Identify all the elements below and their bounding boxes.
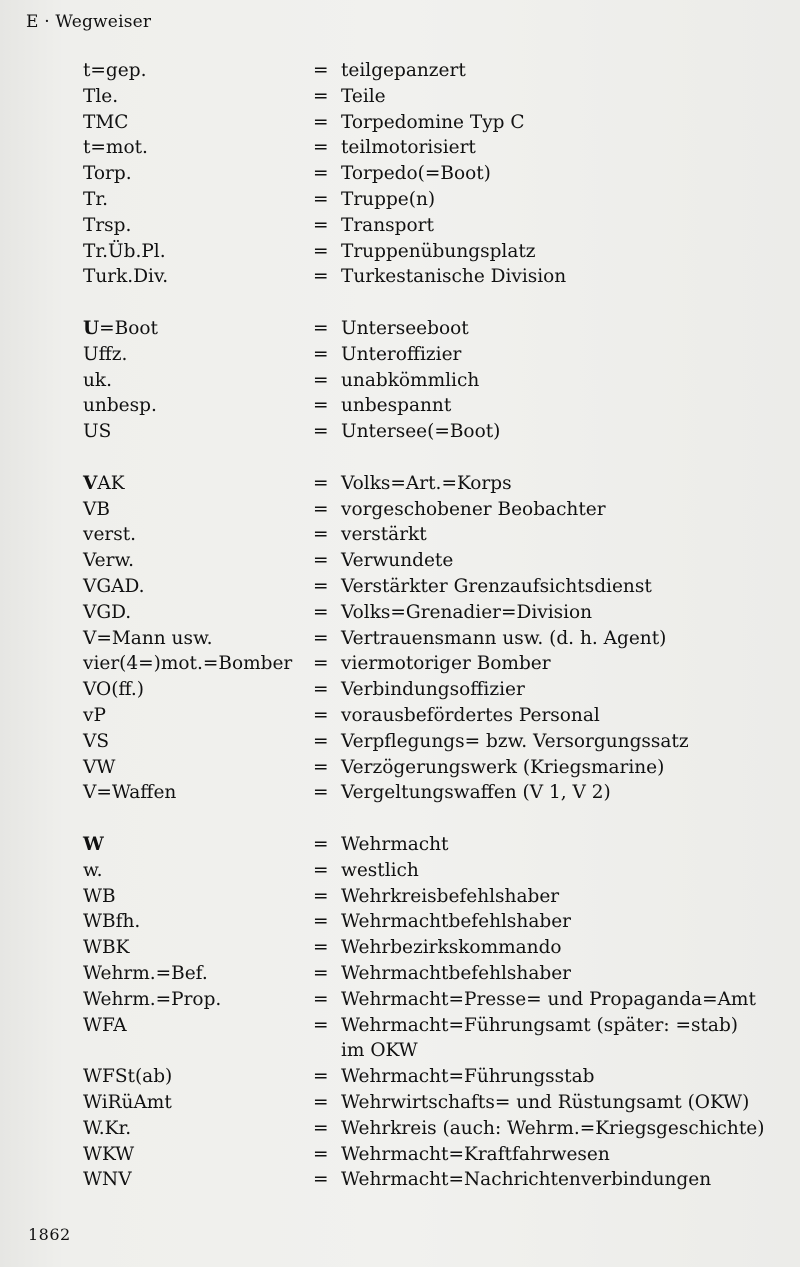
list-item [0, 342, 800, 368]
equals-sign: = [313, 343, 329, 365]
list-item [0, 703, 800, 729]
abbreviation-text: WB [83, 885, 116, 907]
list-item [0, 213, 800, 239]
abbreviation [83, 729, 109, 755]
definition: Untersee(=Boot) [341, 421, 501, 443]
definition: Verstärkter Grenzaufsichtsdienst [341, 576, 652, 597]
abbreviation-text: Wehrm.=Prop. [83, 988, 222, 1010]
abbreviation [83, 84, 118, 110]
definition: verstärkt [341, 524, 427, 546]
abbreviation [83, 574, 145, 600]
list-item [0, 1116, 800, 1142]
abbreviation [83, 316, 158, 342]
equals-sign: = [313, 937, 329, 959]
list-item [0, 600, 800, 626]
equals-sign: = [313, 472, 329, 494]
abbreviation [83, 264, 168, 290]
equals-sign: = [313, 705, 329, 726]
equals-sign: = [313, 834, 329, 855]
abbreviation [83, 884, 116, 910]
list-item [0, 110, 800, 136]
list-item [0, 522, 800, 548]
list-item [0, 161, 800, 187]
list-item [0, 626, 800, 652]
equals-sign: = [313, 369, 329, 391]
abbreviation [83, 213, 131, 239]
equals-sign: = [313, 524, 329, 546]
definition: Vergeltungswaffen (V 1, V 2) [341, 782, 611, 804]
list-item [0, 187, 800, 213]
abbreviation-text: W.Kr. [83, 1117, 132, 1139]
definition: viermotoriger Bomber [341, 653, 551, 675]
abbreviation [83, 239, 166, 265]
equals-sign: = [313, 85, 329, 107]
equals-sign: = [313, 318, 329, 339]
list-item [0, 393, 800, 419]
abbreviation [83, 858, 103, 884]
definition: Vertrauensmann usw. (d. h. Agent) [341, 627, 667, 649]
equals-sign: = [313, 885, 329, 907]
abbreviation-text: t=mot. [83, 137, 148, 159]
definition: Verwundete [341, 550, 454, 572]
definition: Volks=Grenadier=Division [341, 601, 593, 623]
abbreviation-text: vP [83, 705, 106, 726]
list-item [0, 135, 800, 161]
definition: Wehrmacht=Nachrichtenverbindungen [341, 1169, 712, 1191]
definition: Wehrmacht=Kraftfahrwesen [341, 1143, 610, 1165]
list-item [0, 574, 800, 600]
equals-sign: = [313, 1092, 329, 1113]
abbreviation [83, 780, 176, 806]
abbreviation-text: uk. [83, 369, 113, 391]
list-item [0, 677, 800, 703]
list-item [0, 1167, 800, 1193]
abbreviation [83, 600, 131, 626]
list-item [0, 419, 800, 445]
equals-sign: = [313, 189, 329, 210]
abbreviation-initial: V [83, 472, 98, 494]
definition: Wehrkreis (auch: Wehrm.=Kriegsgeschichte) [341, 1117, 765, 1139]
page-header: E · Wegweiser [26, 12, 152, 32]
definition: Transport [341, 214, 434, 236]
abbreviation-text: VW [83, 756, 116, 778]
abbreviation-text: vier(4=)mot.=Bomber [83, 653, 293, 675]
equals-sign: = [313, 1014, 329, 1036]
definition: Wehrmacht=Presse= und Propaganda=Amt [341, 988, 756, 1010]
abbreviation [83, 161, 132, 187]
abbreviation [83, 1090, 172, 1116]
abbreviation [83, 935, 129, 961]
abbreviation [83, 342, 127, 368]
list-item [0, 1142, 800, 1168]
equals-sign: = [313, 859, 329, 881]
equals-sign: = [313, 627, 329, 649]
abbreviation [83, 110, 128, 136]
definition: teilmotorisiert [341, 137, 476, 159]
list-item [0, 1090, 800, 1116]
abbreviation-text: WKW [83, 1143, 135, 1165]
definition: Turkestanische Division [341, 266, 567, 288]
abbreviation [83, 393, 157, 419]
abbreviation-text: VO(ff.) [83, 679, 145, 701]
list-item [0, 935, 800, 961]
abbreviation-text: WBfh. [83, 911, 141, 933]
abbreviation-text: VGAD. [83, 576, 145, 597]
list-item [0, 755, 800, 781]
definition: Wehrmacht [341, 834, 449, 855]
abbreviation [83, 626, 212, 652]
abbreviation [83, 1013, 127, 1039]
definition: vorausbefördertes Personal [341, 705, 600, 726]
abbreviation [83, 471, 125, 497]
definition: Wehrmachtbefehlshaber [341, 911, 571, 933]
definition: Truppenübungsplatz [341, 240, 536, 262]
definition: Torpedo(=Boot) [341, 163, 491, 185]
list-item [0, 884, 800, 910]
equals-sign: = [313, 679, 329, 701]
list-item [0, 987, 800, 1013]
equals-sign: = [313, 782, 329, 804]
abbreviation [83, 651, 292, 677]
equals-sign: = [313, 601, 329, 623]
definition: Wehrwirtschafts= und Rüstungsamt (OKW) [341, 1092, 750, 1113]
definition: unabkömmlich [341, 369, 480, 391]
list-item [0, 497, 800, 523]
equals-sign: = [313, 266, 329, 288]
equals-sign: = [313, 137, 329, 159]
definition: Wehrmacht=Führungsamt (später: =stab) [341, 1014, 739, 1036]
definition: westlich [341, 859, 419, 881]
list-item [0, 651, 800, 677]
abbreviation [83, 1064, 172, 1090]
equals-sign: = [313, 421, 329, 443]
definition: Unteroffizier [341, 343, 462, 365]
abbreviation-text: verst. [83, 524, 137, 546]
abbreviation [83, 703, 106, 729]
definition: Wehrmacht=Führungsstab [341, 1066, 595, 1088]
abbreviation-text: V=Mann usw. [83, 627, 213, 649]
abbreviation-text: w. [83, 859, 103, 881]
abbreviation [83, 987, 221, 1013]
list-item [0, 961, 800, 987]
abbreviation-text: Trsp. [83, 214, 132, 236]
list-item [0, 1013, 800, 1039]
abbreviation-text: WFA [83, 1014, 127, 1036]
list-item [0, 368, 800, 394]
definition: Verzögerungswerk (Kriegsmarine) [341, 756, 665, 778]
list-item [0, 239, 800, 265]
equals-sign: = [313, 963, 329, 984]
abbreviation-text: Tr.Üb.Pl. [83, 240, 166, 262]
abbreviation-text: =Boot [99, 318, 158, 339]
list-item [0, 316, 800, 342]
abbreviation [83, 368, 112, 394]
abbreviation-text: VS [83, 730, 110, 752]
list-item [0, 858, 800, 884]
list-item [0, 264, 800, 290]
abbreviation-text: Verw. [83, 550, 134, 572]
definition: Wehrkreisbefehlshaber [341, 885, 560, 907]
list-item [0, 471, 800, 497]
abbreviation-text: VB [83, 498, 110, 520]
abbreviation-text: Wehrm.=Bef. [83, 963, 208, 984]
definition: Verbindungsoffizier [341, 679, 525, 701]
equals-sign: = [313, 756, 329, 778]
list-item [0, 548, 800, 574]
equals-sign: = [313, 730, 329, 752]
list-item [0, 58, 800, 84]
equals-sign: = [313, 60, 329, 81]
abbreviation [83, 187, 108, 213]
abbreviation-text: WBK [83, 937, 130, 959]
abbreviation-text: Torp. [83, 163, 132, 185]
abbreviation [83, 522, 136, 548]
abbreviation-text: AK [97, 472, 125, 494]
abbreviation-initial: U [83, 318, 100, 339]
definition: unbespannt [341, 395, 452, 417]
definition: Unterseeboot [341, 318, 469, 339]
abbreviation [83, 1142, 134, 1168]
list-item [0, 909, 800, 935]
definition: Truppe(n) [341, 189, 436, 210]
abbreviation [83, 961, 208, 987]
abbreviation-text: US [83, 421, 112, 443]
definition: Torpedomine Typ C [341, 111, 525, 133]
list-item [0, 729, 800, 755]
abbreviation [83, 135, 148, 161]
equals-sign: = [313, 1066, 329, 1088]
abbreviation-text: TMC [83, 111, 129, 133]
abbreviation [83, 677, 144, 703]
abbreviation [83, 548, 134, 574]
definition: teilgepanzert [341, 60, 466, 81]
abbreviation [83, 497, 110, 523]
abbreviation [83, 755, 115, 781]
abbreviation [83, 909, 140, 935]
equals-sign: = [313, 395, 329, 417]
abbreviation [83, 1167, 132, 1193]
equals-sign: = [313, 1169, 329, 1191]
abbreviation-text: t=gep. [83, 60, 147, 81]
definition: Teile [341, 85, 386, 107]
abbreviation [83, 419, 111, 445]
abbreviation [83, 58, 146, 84]
list-item [0, 832, 800, 858]
equals-sign: = [313, 214, 329, 236]
definition: Wehrmachtbefehlshaber [341, 963, 571, 984]
abbreviation-initial: W [83, 834, 104, 855]
abbreviation-text: Turk.Div. [83, 266, 169, 288]
equals-sign: = [313, 988, 329, 1010]
abbreviation [83, 832, 104, 858]
equals-sign: = [313, 911, 329, 933]
equals-sign: = [313, 240, 329, 262]
equals-sign: = [313, 111, 329, 133]
abbreviation-text: WNV [83, 1169, 132, 1191]
list-item [0, 780, 800, 806]
abbreviation-text: Tr. [83, 189, 109, 210]
equals-sign: = [313, 550, 329, 572]
list-item [0, 1038, 800, 1064]
equals-sign: = [313, 1143, 329, 1165]
abbreviation-text: Uffz. [83, 343, 128, 365]
equals-sign: = [313, 163, 329, 185]
definition: Verpflegungs= bzw. Versorgungssatz [341, 730, 689, 752]
definition: Volks=Art.=Korps [341, 472, 512, 494]
abbreviation-text: V=Waffen [83, 782, 177, 804]
abbreviation-text: unbesp. [83, 395, 157, 417]
abbreviation [83, 1116, 131, 1142]
definition: Wehrbezirkskommando [341, 937, 562, 959]
definition: vorgeschobener Beobachter [341, 498, 606, 520]
abbreviation-text: Tle. [83, 85, 119, 107]
definition: im OKW [341, 1040, 418, 1062]
abbreviation-text: VGD. [83, 601, 132, 623]
equals-sign: = [313, 653, 329, 675]
equals-sign: = [313, 1117, 329, 1139]
page-number: 1862 [28, 1225, 71, 1244]
abbreviation-text: WiRüAmt [83, 1092, 172, 1113]
abbreviation-text: WFSt(ab) [83, 1066, 173, 1088]
list-item [0, 1064, 800, 1090]
equals-sign: = [313, 498, 329, 520]
list-item [0, 84, 800, 110]
equals-sign: = [313, 576, 329, 597]
